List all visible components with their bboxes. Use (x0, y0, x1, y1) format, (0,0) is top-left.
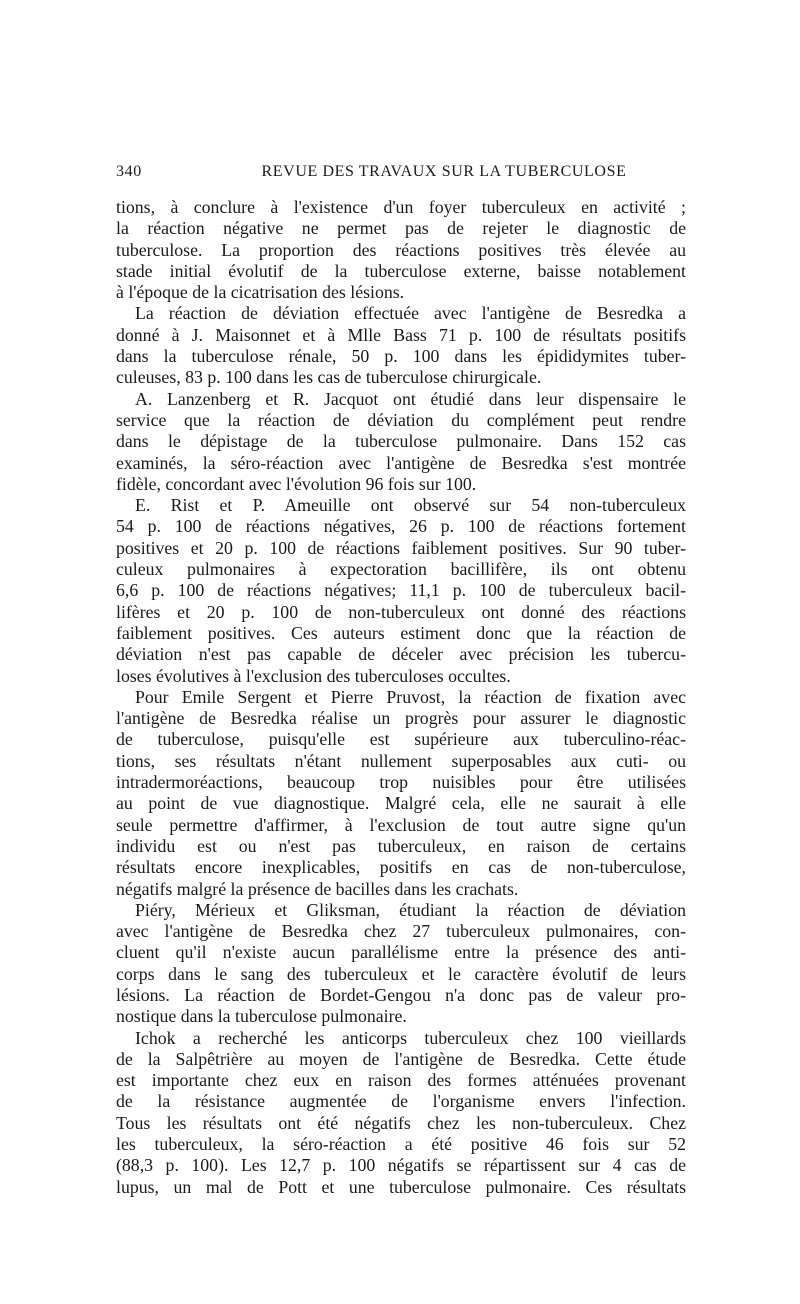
paragraph (116, 197, 686, 303)
paragraph (116, 495, 686, 687)
text-line: avec l'antigène de Besredka chez 27 tuberculeux pulmonaires, con- (116, 921, 686, 942)
text-line: de la résistance augmentée de l'organisme envers l'infection. (116, 1091, 686, 1112)
text-line: négatifs malgré la présence de bacilles dans les crachats. (116, 878, 519, 899)
paragraph (116, 900, 686, 1028)
text-line: intradermoréactions, beaucoup trop nuisibles pour être utilisées (116, 772, 686, 793)
text-line: lupus, un mal de Pott et une tuberculose pulmonaire. Ces résultats (116, 1176, 686, 1197)
text-line: 6,6 p. 100 de réactions négatives; 11,1 p. 100 de tuberculeux bacil- (116, 580, 686, 601)
paragraph (116, 1028, 686, 1198)
text-line: Ichok a recherché les anticorps tuberculeux chez 100 vieillards (135, 1027, 686, 1048)
text-line: examinés, la séro-réaction avec l'antigène de Besredka s'est montrée (116, 452, 686, 473)
text-line: culeuses, 83 p. 100 dans les cas de tuberculose chirurgicale. (116, 367, 542, 388)
text-line: tions, à conclure à l'existence d'un foyer tuberculeux en activité ; (116, 197, 686, 217)
text-line: fidèle, concordant avec l'évolution 96 fois sur 100. (116, 473, 477, 494)
text-line: résultats encore inexplicables, positifs en cas de non-tuberculose, (116, 857, 686, 878)
text-line: tuberculose. La proportion des réactions positives très élevée au (116, 239, 686, 260)
page-number: 340 (116, 163, 142, 180)
text-line: au point de vue diagnostique. Malgré cela, elle ne saurait à elle (116, 793, 686, 814)
text-line: La réaction de déviation effectuée avec l'antigène de Besredka a (135, 303, 686, 324)
text-line: les tuberculeux, la séro-réaction a été positive 46 fois sur 52 (116, 1134, 686, 1155)
text-line: déviation n'est pas capable de déceler avec précision les tubercu- (116, 644, 686, 665)
text-line: service que la réaction de déviation du complément peut rendre (116, 409, 686, 430)
text-line: Piéry, Mérieux et Gliksman, étudiant la réaction de déviation (135, 899, 686, 920)
text-line: A. Lanzenberg et R. Jacquot ont étudié dans leur dispensaire le (135, 388, 686, 409)
text-line: seule permettre d'affirmer, à l'exclusion de tout autre signe qu'un (116, 814, 686, 835)
text-line: culeux pulmonaires à expectoration bacillifère, ils ont obtenu (116, 559, 686, 580)
text-line: 54 p. 100 de réactions négatives, 26 p. 100 de réactions fortement (116, 516, 686, 537)
text-line: donné à J. Maisonnet et à Mlle Bass 71 p. 100 de résultats positifs (116, 324, 686, 345)
text-line: loses évolutives à l'exclusion des tuberculoses occultes. (116, 665, 511, 686)
text-line: faiblement positives. Ces auteurs estiment donc que la réaction de (116, 622, 686, 643)
paragraph (116, 687, 686, 900)
text-line: corps dans le sang des tuberculeux et le caractère évolutif de leurs (116, 963, 686, 984)
text-line: stade initial évolutif de la tuberculose externe, baisse notablement (116, 260, 686, 281)
text-line: dans le dépistage de la tuberculose pulmonaire. Dans 152 cas (116, 431, 686, 452)
text-line: lésions. La réaction de Bordet-Gengou n'a donc pas de valeur pro- (116, 984, 686, 1005)
paragraph (116, 303, 686, 388)
text-line: positives et 20 p. 100 de réactions faiblement positives. Sur 90 tuber- (116, 537, 686, 558)
text-line: cluent qu'il n'existe aucun parallélisme entre la présence des anti- (116, 942, 686, 963)
text-line: de tuberculose, puisqu'elle est supérieure aux tuberculino-réac- (116, 729, 686, 750)
text-line: lifères et 20 p. 100 de non-tuberculeux ont donné des réactions (116, 601, 686, 622)
text-line: dans la tuberculose rénale, 50 p. 100 dans les épididymites tuber- (116, 346, 686, 367)
text-line: individu est ou n'est pas tuberculeux, en raison de certains (116, 835, 686, 856)
running-title: REVUE DES TRAVAUX SUR LA TUBERCULOSE (261, 163, 627, 180)
text-line: Pour Emile Sergent et Pierre Pruvost, la réaction de fixation avec (135, 686, 686, 707)
text-line: Tous les résultats ont été négatifs chez les non-tuberculeux. Chez (116, 1112, 686, 1133)
text-line: de la Salpêtrière au moyen de l'antigène de Besredka. Cette étude (116, 1048, 686, 1069)
text-line: nostique dans la tuberculose pulmonaire. (116, 1006, 407, 1027)
text-line: est importante chez eux en raison des formes atténuées provenant (116, 1070, 686, 1091)
text-line: (88,3 p. 100). Les 12,7 p. 100 négatifs se répartissent sur 4 cas de (116, 1155, 686, 1176)
body-text (116, 197, 686, 1198)
text-line: E. Rist et P. Ameuille ont observé sur 54 non-tuberculeux (135, 495, 686, 516)
text-line: la réaction négative ne permet pas de rejeter le diagnostic de (116, 218, 686, 239)
running-header (116, 163, 686, 187)
text-line: tions, ses résultats n'étant nullement superposables aux cuti- ou (116, 750, 686, 771)
paragraph (116, 389, 686, 495)
text-line: l'antigène de Besredka réalise un progrès pour assurer le diagnostic (116, 708, 686, 729)
document-page (116, 163, 686, 1198)
text-line: à l'époque de la cicatrisation des lésions. (116, 282, 405, 303)
